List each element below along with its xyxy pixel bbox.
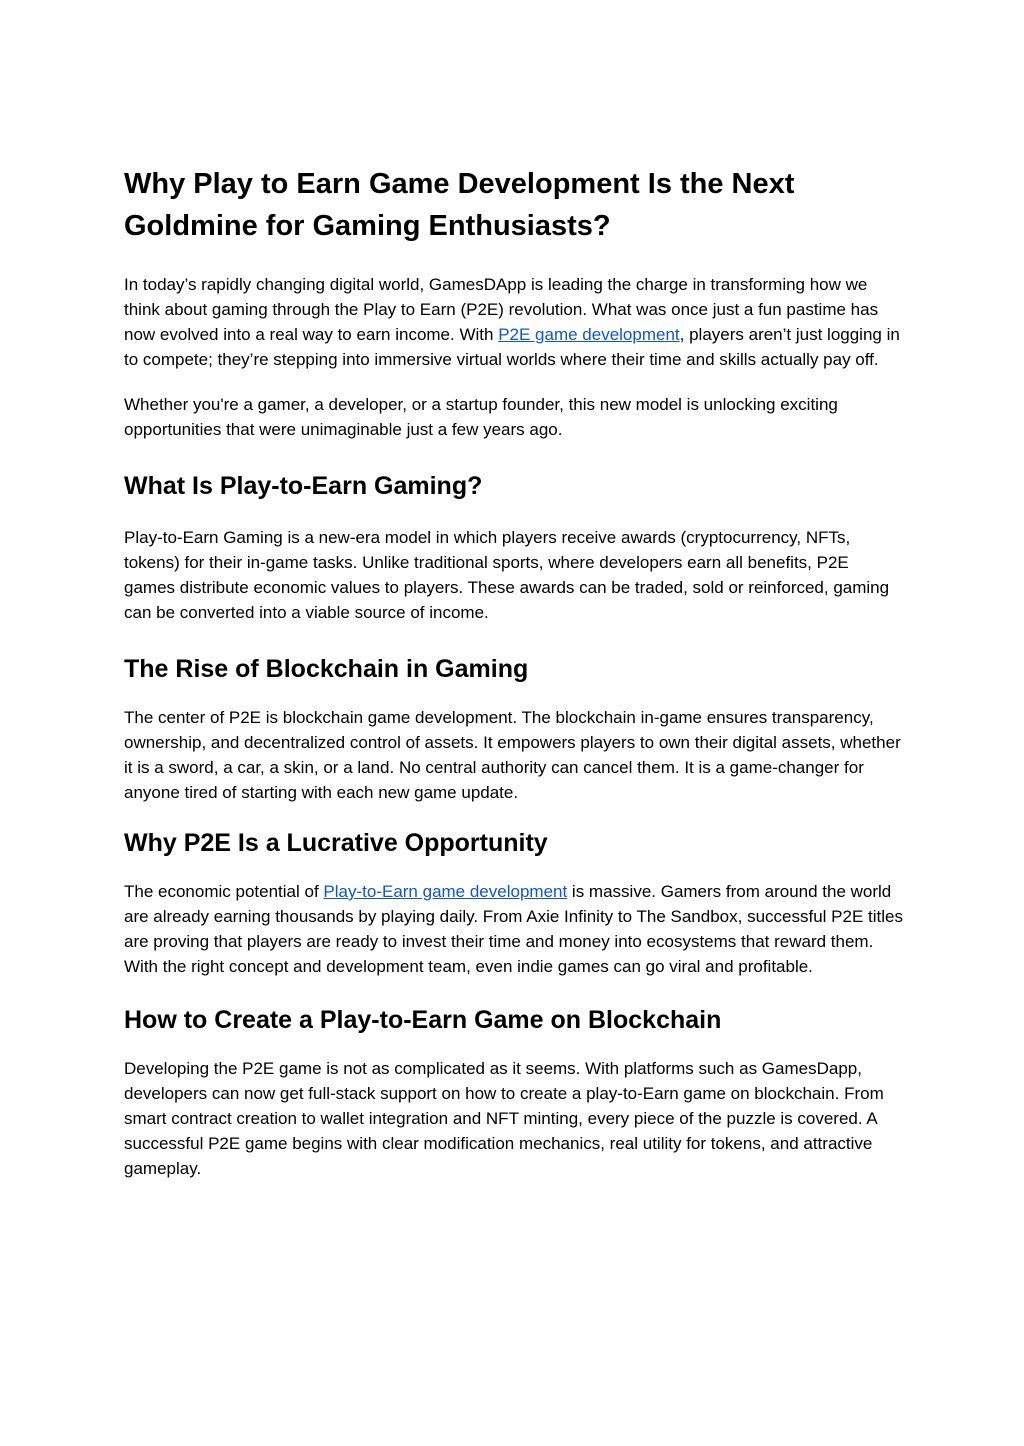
lucrative-text-start: The economic potential of xyxy=(124,882,324,901)
section-body-lucrative-opportunity xyxy=(124,879,904,979)
section-body-rise-of-blockchain: The center of P2E is blockchain game development. The blockchain in-game ensures transparency, ownership, and decentralized control of assets. It empowers players to own their digital assets, whether it is a sword, a car, a skin, or a land. No central authority can cancel them. It is a game-changer for anyone tired of starting with each new game update. xyxy=(124,708,901,802)
p2e-game-development-link[interactable]: P2E game development xyxy=(498,325,680,344)
lucrative-text-end: is massive. Gamers from around the world are already earning thousands by playing daily. From Axie Infinity to The Sandbox, successful P2E titles are proving that players are ready to invest their time and money into ecosystems that reward them. With the right concept and development team, even indie games can go viral and profitable. xyxy=(124,882,903,976)
play-to-earn-game-development-link[interactable]: Play-to-Earn game development xyxy=(323,882,568,901)
intro-paragraph xyxy=(124,272,904,372)
intro-text-end: , players aren’t just logging in to compete; they’re stepping into immersive virtual worlds where their time and skills actually pay off. xyxy=(124,325,900,369)
document-title: Why Play to Earn Game Development Is the Next Goldmine for Gaming Enthusiasts? xyxy=(124,168,795,242)
section-heading-rise-of-blockchain: The Rise of Blockchain in Gaming xyxy=(124,655,529,683)
section-body-how-to-create: Developing the P2E game is not as complicated as it seems. With platforms such as GamesDapp, developers can now get full-stack support on how to create a play-to-Earn game on blockchain. From smart contract creation to wallet integration and NFT minting, every piece of the puzzle is covered. A successful P2E game begins with clear modification mechanics, real utility for tokens, and attractive gameplay. xyxy=(124,1059,884,1178)
section-heading-what-is-p2e: What Is Play-to-Earn Gaming? xyxy=(124,472,483,500)
intro-paragraph-2: Whether you're a gamer, a developer, or a startup founder, this new model is unlocking exciting opportunities that were unimaginable just a few years ago. xyxy=(124,395,838,439)
intro-text-start: In today’s rapidly changing digital world, GamesDApp is leading the charge in transforming how we think about gaming through the Play to Earn (P2E) revolution. What was once just a fun pastime has now evolved into a real way to earn income. With xyxy=(124,275,879,344)
section-body-what-is-p2e: Play-to-Earn Gaming is a new-era model in which players receive awards (cryptocurrency, NFTs, tokens) for their in-game tasks. Unlike traditional sports, where developers earn all benefits, P2E games distribute economic values to players. These awards can be traded, sold or reinforced, gaming can be converted into a viable source of income. xyxy=(124,528,890,622)
section-heading-lucrative-opportunity: Why P2E Is a Lucrative Opportunity xyxy=(124,829,548,857)
document-page xyxy=(124,163,904,1181)
section-heading-how-to-create: How to Create a Play-to-Earn Game on Blockchain xyxy=(124,1006,722,1034)
